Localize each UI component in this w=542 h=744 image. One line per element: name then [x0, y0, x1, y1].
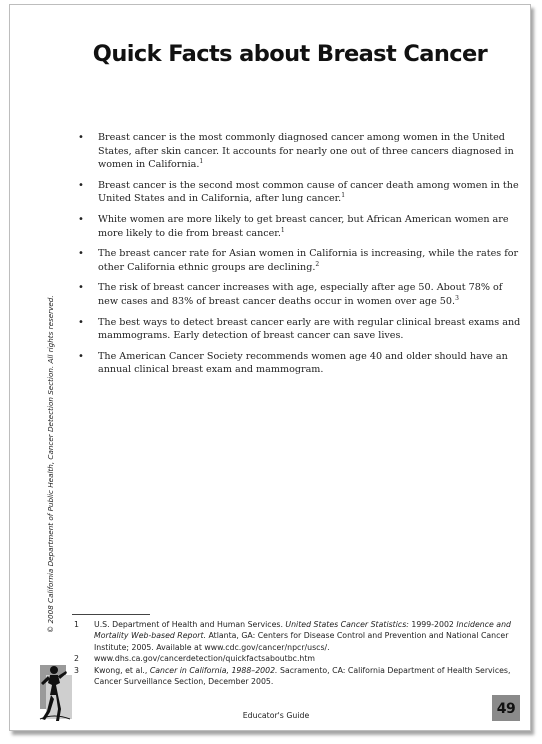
- footnote-text: U.S. Department of Health and Human Services.: [94, 620, 286, 629]
- footnotes-list: [72, 619, 524, 687]
- facts-list: [72, 131, 524, 384]
- fact-text: Breast cancer is the second most common cause of cancer death among women in the United States and in California, after lung cancer.: [98, 179, 519, 205]
- footnote-title: Incidence and Mortality Web-based Report.: [94, 620, 511, 641]
- list-item: [72, 131, 524, 172]
- list-item: [72, 213, 524, 240]
- list-item: [72, 316, 524, 343]
- fact-ref: 1: [199, 158, 204, 165]
- fact-text: The breast cancer rate for Asian women in California is increasing, while the rates for other California ethnic groups are declining.: [98, 248, 519, 273]
- fact-text: White women are more likely to get breast cancer, but African American women are more likely to die from breast cancer.: [98, 213, 509, 239]
- list-item: [72, 350, 524, 377]
- copyright-notice: © 2008 California Department of Public Health, Cancer Detection Section. All rights reserved.: [46, 295, 55, 633]
- footnote-text: 1999-2002: [408, 620, 457, 629]
- footnote-link: www.dhs.ca.gov/cancerdetection/quickfactsaboutbc.htm: [94, 654, 316, 664]
- footnote-title: United States Cancer Statistics:: [285, 620, 409, 629]
- fact-ref: 2: [315, 260, 320, 268]
- footnote: [72, 653, 524, 664]
- fact-text: The American Cancer Society recommends women age 40 and older should have an annual clinical breast exam and mammogram.: [98, 350, 508, 376]
- fact-ref: 3: [455, 294, 459, 302]
- footnote: [72, 665, 524, 688]
- fact-text: Breast cancer is the most commonly diagnosed cancer among women in the United States, after skin cancer. It accounts for nearly one out of three cancers diagnosed in women in California.: [98, 132, 514, 171]
- fact-text: The risk of breast cancer increases with age, especially after age 50. About 78% of new cases and 83% of breast cancer deaths occur in women over age 50.: [98, 282, 503, 307]
- document-page: [9, 4, 531, 731]
- list-item: [72, 281, 524, 308]
- fact-text: The best ways to detect breast cancer early are with regular clinical breast exams and mammograms. Early detection of breast cancer can save lives.: [98, 316, 521, 342]
- footnote-divider: [72, 614, 150, 615]
- footnote-text: Atlanta, GA: Centers for Disease Control and Prevention and National Cancer Institute; 2005. Available at www.cdc.gov/cancer/npcr/uscs/.: [94, 631, 509, 652]
- footnote-text: Sacramento, CA: California Department of Health Services, Cancer Surveillance Section, December 2005.: [94, 665, 511, 687]
- list-item: [72, 179, 524, 206]
- list-item: [72, 247, 524, 274]
- page-title: Quick Facts about Breast Cancer: [92, 41, 488, 67]
- footer-title: Educator's Guide: [242, 711, 310, 720]
- footnote-number: 3: [74, 665, 79, 675]
- footnote-text: Kwong, et al.,: [94, 665, 150, 675]
- fact-ref: 1: [341, 192, 346, 200]
- footnote-number: 2: [74, 654, 79, 664]
- footnote-title: Cancer in California, 1988–2002.: [149, 665, 278, 675]
- fact-ref: 1: [280, 226, 285, 234]
- footnote: [72, 619, 524, 653]
- page-number: 49: [492, 695, 520, 721]
- footnote-number: 1: [74, 620, 79, 629]
